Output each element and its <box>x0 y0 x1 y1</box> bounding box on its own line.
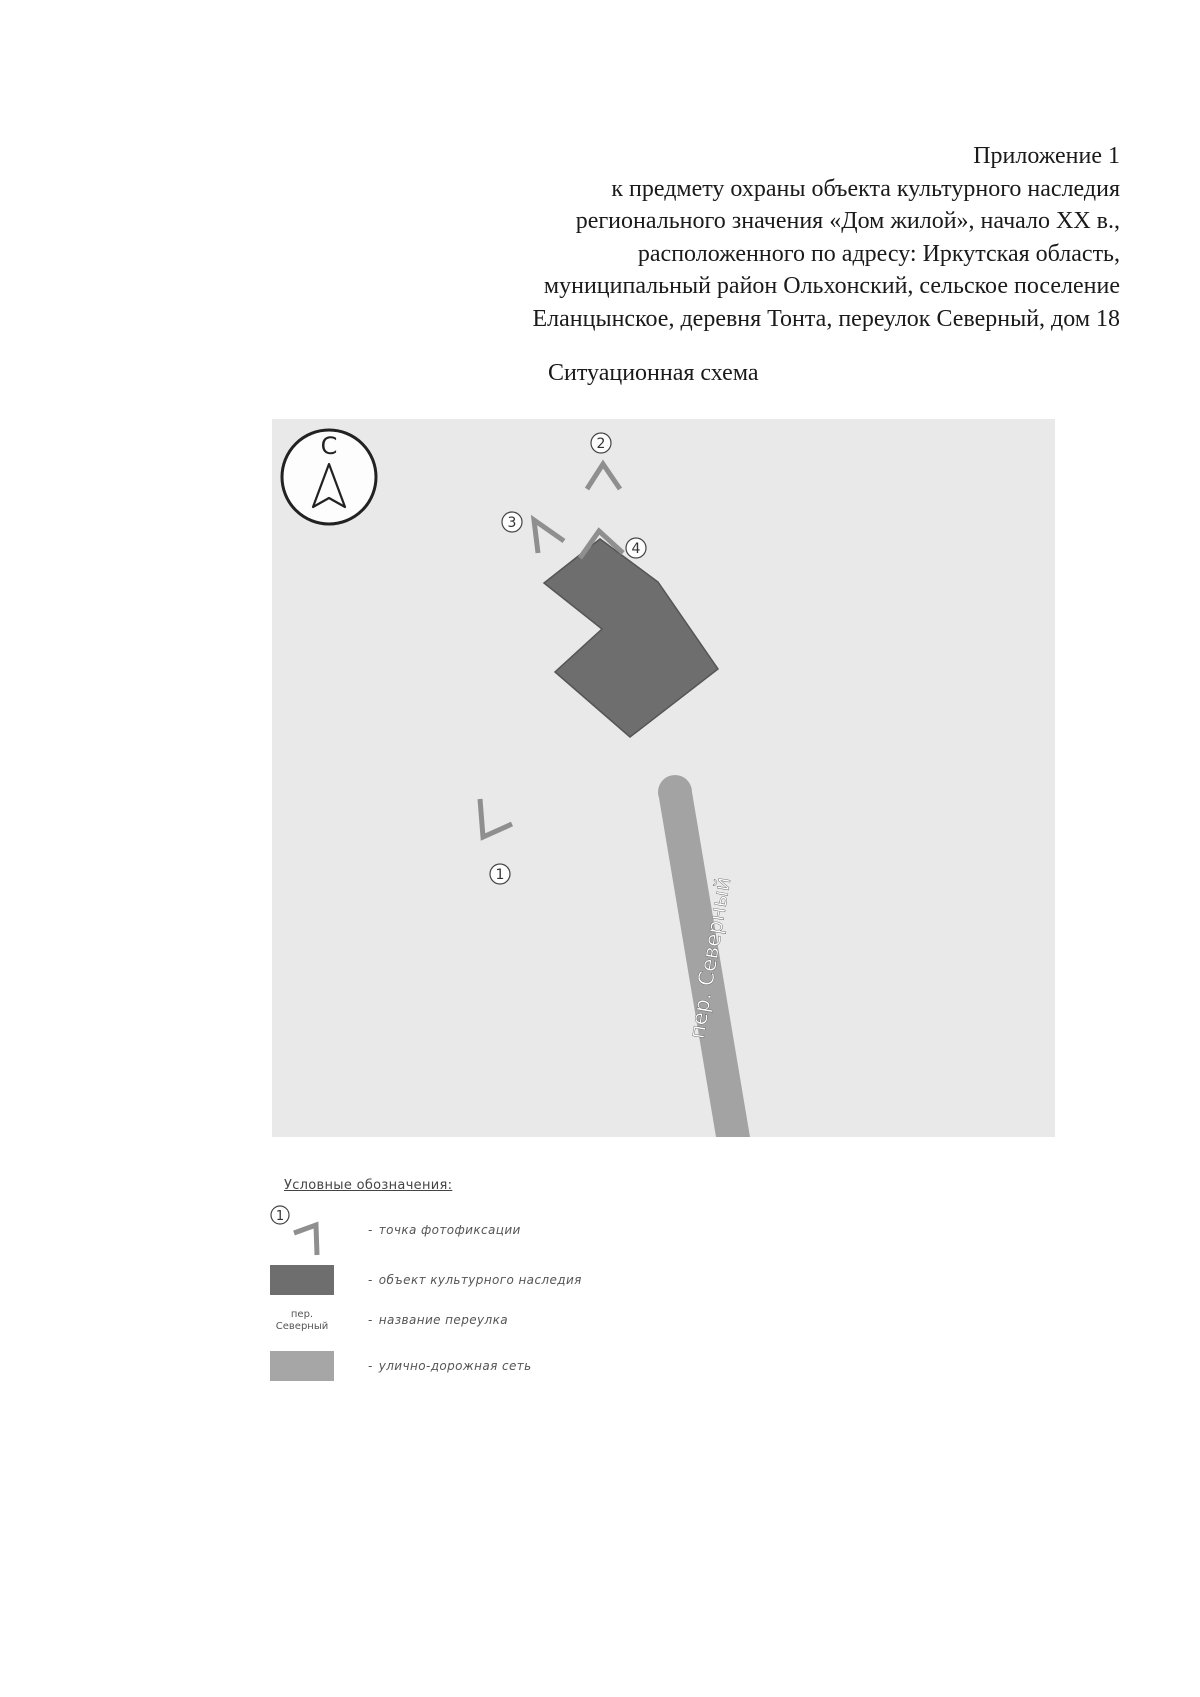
legend-label-text: точка фотофиксации <box>378 1223 521 1237</box>
scheme-title: Ситуационная схема <box>548 360 759 386</box>
legend-title: Условные обозначения: <box>284 1178 453 1193</box>
legend-label: - точка фотофиксации <box>368 1223 521 1237</box>
header-line: расположенного по адресу: Иркутская область, <box>637 240 1120 267</box>
legend-item-lane-name <box>268 1309 788 1347</box>
photo-point-number: 2 <box>596 436 606 452</box>
north-label: С <box>320 432 338 460</box>
legend <box>268 1178 788 1395</box>
legend-label-text: улично-дорожная сеть <box>378 1359 532 1373</box>
legend-item-road <box>268 1347 788 1395</box>
legend-label: - название переулка <box>368 1313 508 1327</box>
photo-point-number: 1 <box>495 867 505 883</box>
legend-label: - улично-дорожная сеть <box>368 1359 532 1373</box>
photo-point-icon <box>268 1205 336 1249</box>
lane-sample-line: Северный <box>275 1321 329 1332</box>
road-swatch <box>268 1347 336 1391</box>
lane-sample-line: пер. <box>290 1309 314 1320</box>
photo-point-number: 4 <box>631 541 641 557</box>
north-arrow-icon <box>282 430 376 524</box>
legend-point-number: 1 <box>275 1209 285 1224</box>
header-line: к предмету охраны объекта культурного наследия <box>611 175 1120 202</box>
document-header <box>360 140 1120 335</box>
header-line: муниципальный район Ольхонский, сельское поселение <box>543 273 1120 299</box>
legend-item-building <box>268 1261 788 1309</box>
street-label: пер. Северный <box>684 875 736 1041</box>
header-line: регионального значения «Дом жилой», начало XX в., <box>575 208 1120 234</box>
building-swatch <box>268 1261 336 1305</box>
map-background <box>272 419 1055 1137</box>
header-line: Приложение 1 <box>973 143 1120 169</box>
legend-label-text: объект культурного наследия <box>378 1273 582 1287</box>
photo-point-number: 3 <box>507 515 517 531</box>
legend-label: - объект культурного наследия <box>368 1273 582 1287</box>
legend-label-text: название переулка <box>378 1313 508 1327</box>
legend-item-photo-point <box>268 1205 788 1261</box>
situation-map <box>272 419 1055 1137</box>
header-line: Еланцынское, деревня Тонта, переулок Северный, дом 18 <box>532 305 1120 332</box>
map-svg <box>272 419 1055 1137</box>
